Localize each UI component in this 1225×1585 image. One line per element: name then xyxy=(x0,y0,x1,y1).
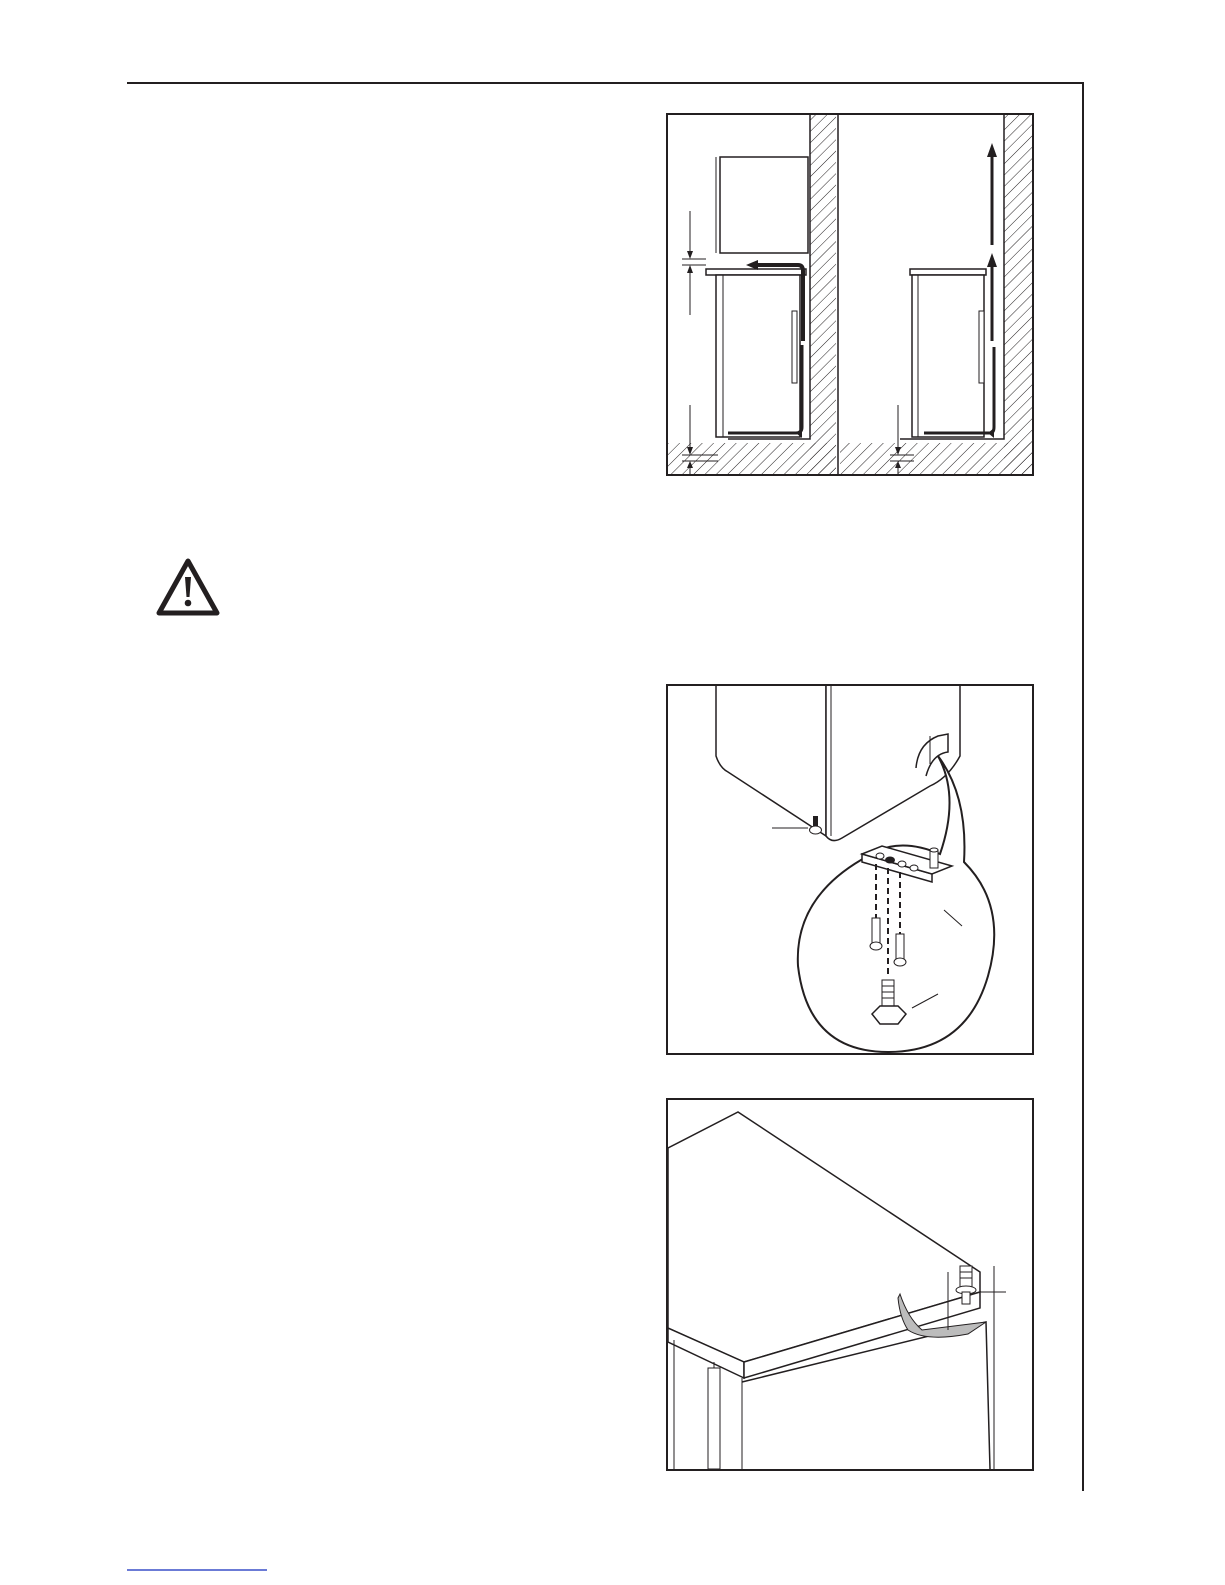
hinge-assembly-diagram xyxy=(666,684,1034,1055)
ventilation-diagram xyxy=(666,113,1034,476)
top-hinge-diagram xyxy=(666,1098,1034,1471)
header-rule xyxy=(127,82,1084,84)
footer-link-underline[interactable] xyxy=(127,1569,267,1571)
margin-rule xyxy=(1082,82,1084,1491)
warning-triangle-icon xyxy=(156,558,220,616)
